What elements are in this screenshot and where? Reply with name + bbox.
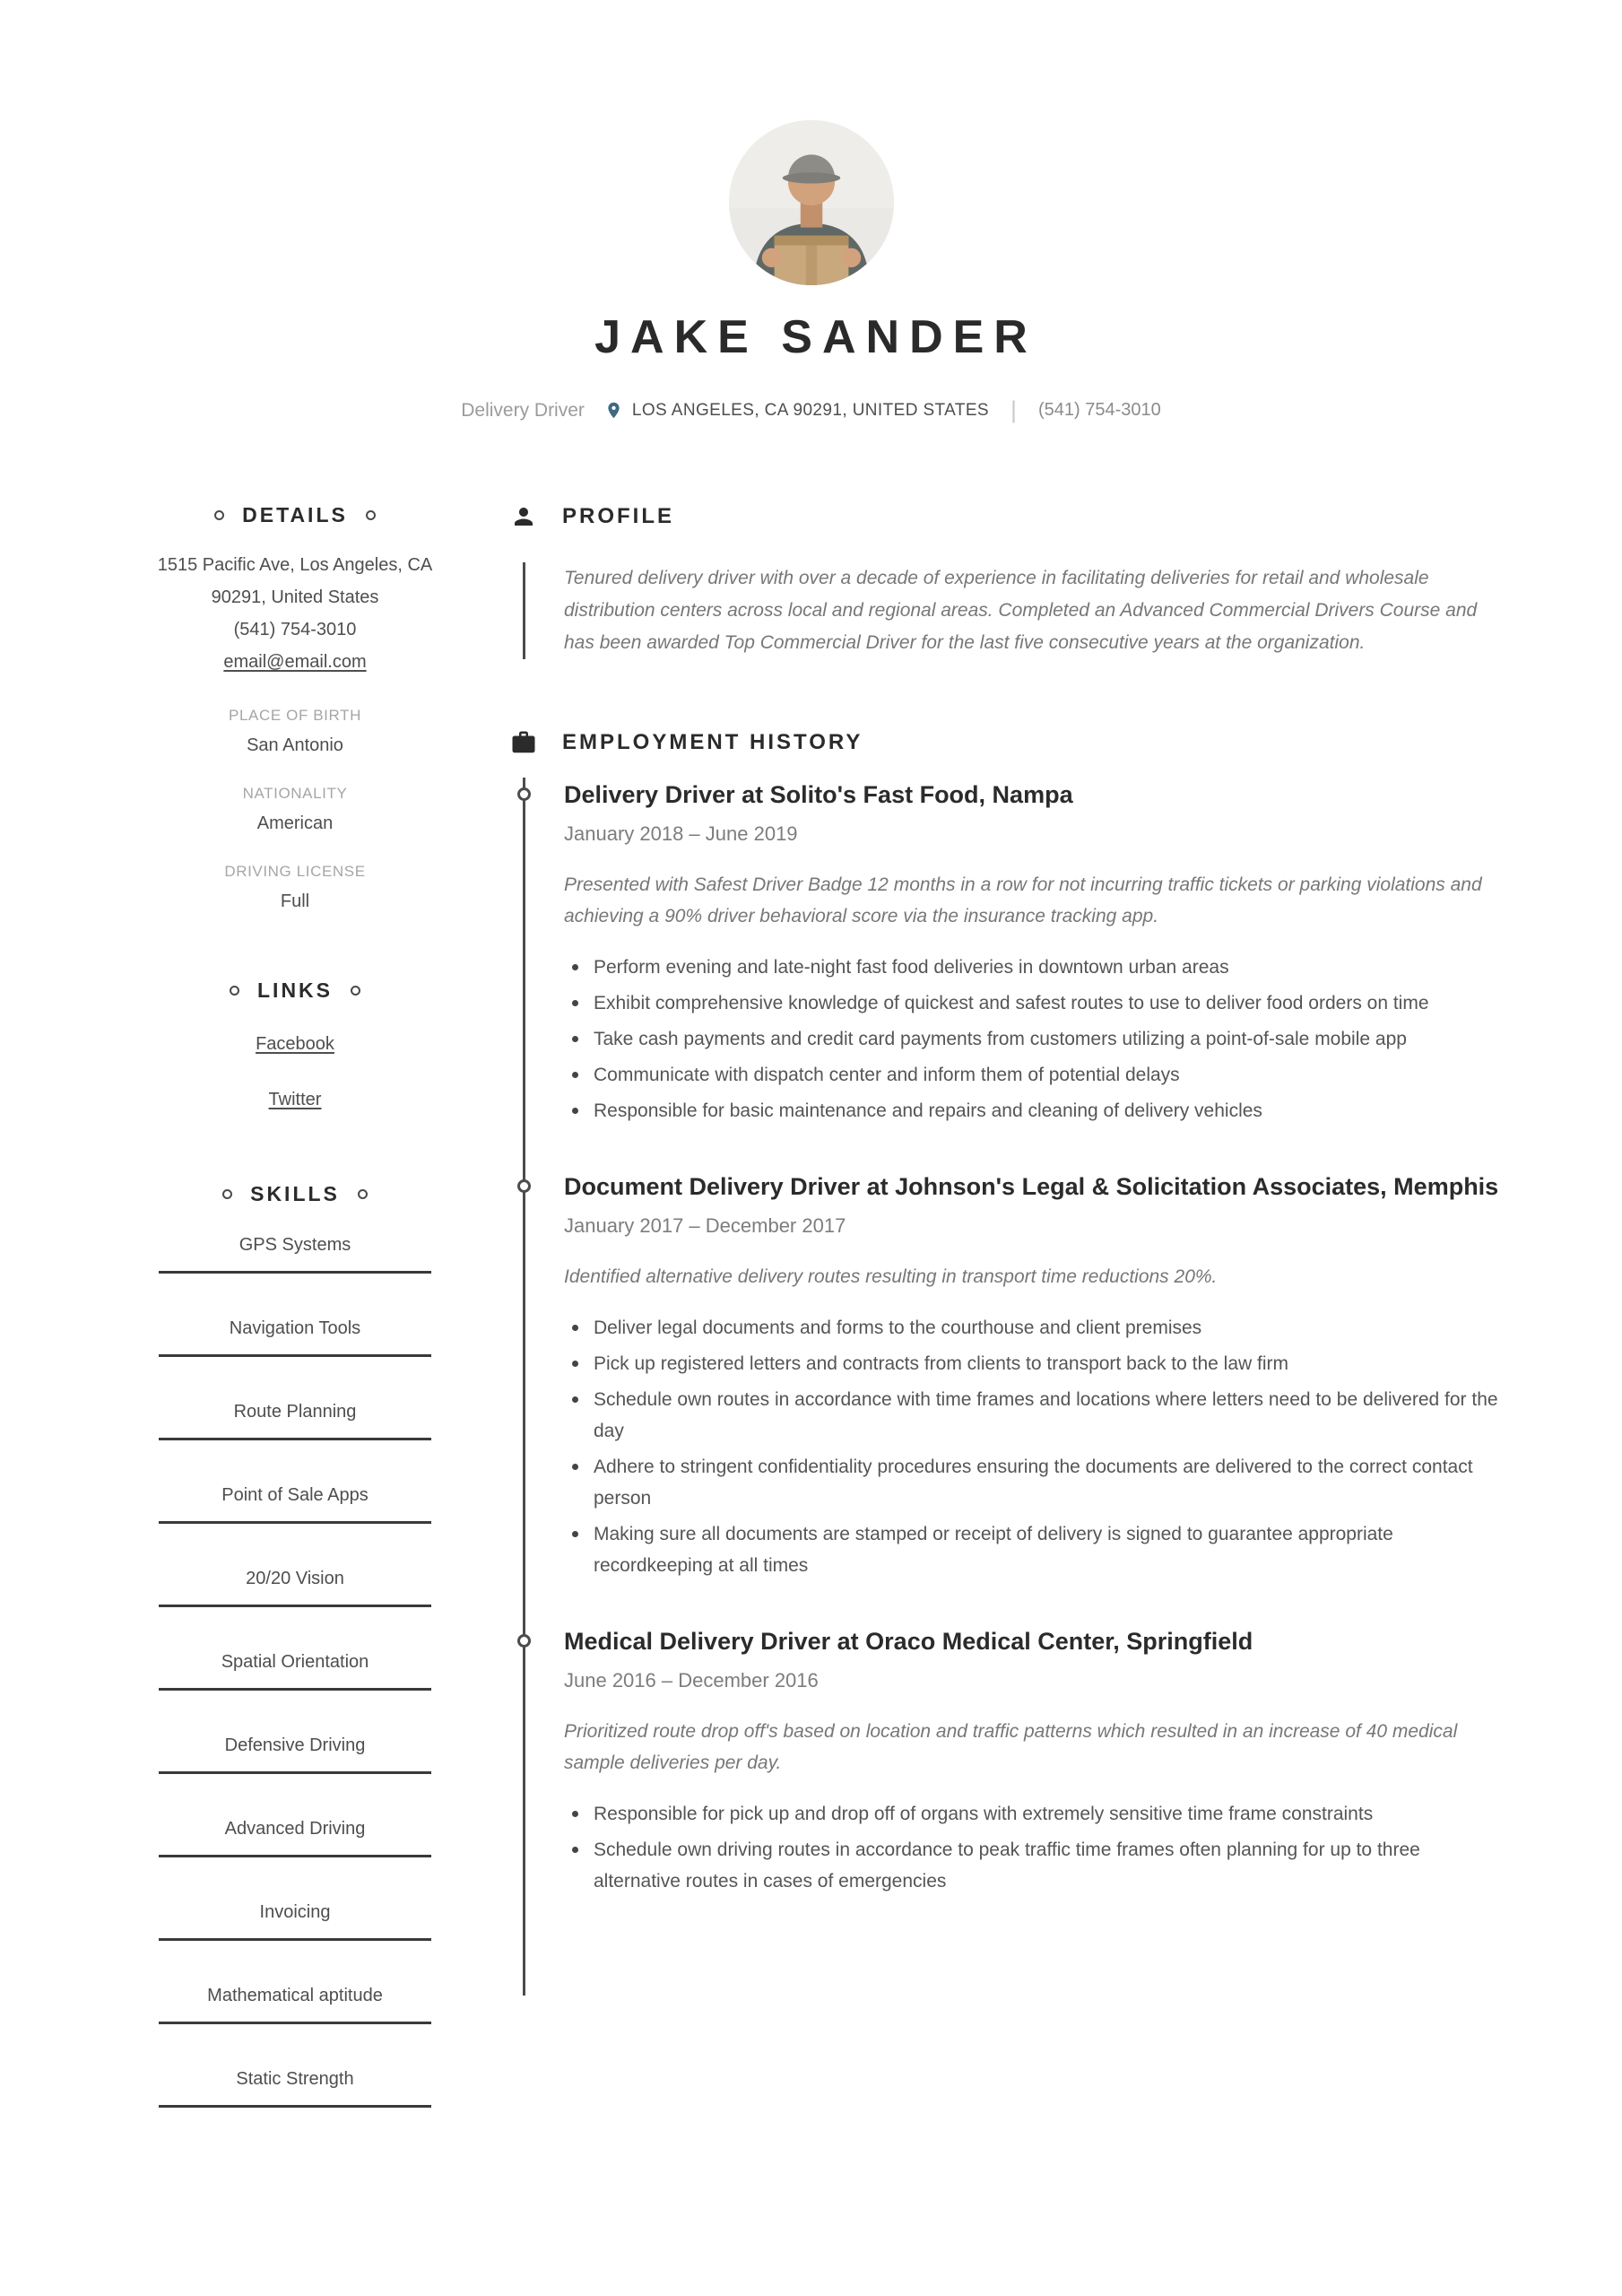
job-bullet: Exhibit comprehensive knowledge of quickest and safest routes to use to deliver food orders on time: [564, 987, 1505, 1019]
profile-summary: Tenured delivery driver with over a decade of experience in facilitating deliveries for retail and wholesale distribution centers across local and regional areas. Completed an Advanced Commercial Drivers Course and has been awarded Top Commercial Driver for the last five consecutive years at the organization.: [523, 562, 1500, 659]
skill-name: Advanced Driving: [224, 1819, 366, 1839]
skill-name: 20/20 Vision: [246, 1569, 344, 1588]
photo-wrap: [0, 0, 1622, 285]
skill-name: Static Strength: [236, 2069, 354, 2089]
timeline-marker-icon: [517, 787, 531, 801]
profile-photo: [729, 120, 894, 285]
field-value: American: [256, 813, 334, 833]
job-bullet: Making sure all documents are stamped or receipt of delivery is signed to guarantee appropriate recordkeeping at all times: [564, 1518, 1505, 1581]
job-summary: Identified alternative delivery routes resulting in transport time reductions 20%.: [564, 1266, 1218, 1287]
skill-level-bar: [159, 1771, 431, 1774]
location-pin-icon: [604, 401, 623, 420]
skill-level-bar: [159, 1938, 431, 1941]
details-section: [146, 503, 444, 912]
person-icon: [510, 503, 537, 530]
skills-list: [146, 1235, 444, 2108]
details-body: [146, 549, 444, 912]
skill-level-bar: [159, 1354, 431, 1357]
skill-item: [146, 1735, 444, 1774]
field-value: San Antonio: [247, 735, 343, 755]
contact-line: [0, 396, 1622, 424]
address-line-1: 1515 Pacific Ave, Los Angeles, CA: [157, 555, 433, 575]
field-label: NATIONALITY: [242, 785, 348, 802]
details-heading-label: DETAILS: [242, 503, 348, 526]
location-text: LOS ANGELES, CA 90291, UNITED STATES: [631, 400, 989, 420]
facebook-link[interactable]: Facebook: [256, 1034, 334, 1054]
skill-name: Mathematical aptitude: [207, 1986, 383, 2005]
ring-icon: [358, 1189, 368, 1199]
job-entry: [564, 778, 1527, 1126]
candidate-job-title: Delivery Driver: [461, 399, 585, 421]
skill-item: [146, 1235, 444, 1274]
ring-icon: [351, 986, 360, 996]
skill-item: [146, 1986, 444, 2024]
profile-heading-label: PROFILE: [562, 504, 675, 528]
job-title: Delivery Driver at Solito's Fast Food, Nampa: [564, 781, 1073, 808]
resume-header: [0, 0, 1622, 424]
job-bullet: Schedule own driving routes in accordance to peak traffic time frames often planning for up to three alternative routes in cases of emergencies: [564, 1834, 1505, 1897]
profile-section: [510, 503, 1527, 659]
phone-number: (541) 754-3010: [1038, 400, 1161, 420]
briefcase-icon: [510, 729, 537, 756]
main-content: [510, 503, 1527, 1996]
sidebar-phone: (541) 754-3010: [233, 620, 357, 639]
ring-icon: [214, 510, 224, 520]
job-bullet: Adhere to stringent confidentiality procedures ensuring the documents are delivered to the correct contact person: [564, 1451, 1505, 1514]
links-section: [146, 978, 444, 1116]
contact-separator: |: [1010, 396, 1017, 423]
ring-icon: [366, 510, 376, 520]
skill-name: Spatial Orientation: [221, 1652, 369, 1672]
employment-timeline: [523, 778, 1527, 1996]
skill-item: [146, 1819, 444, 1857]
profile-heading: [510, 503, 1527, 530]
job-title: Document Delivery Driver at Johnson's Legal & Solicitation Associates, Memphis: [564, 1173, 1499, 1200]
timeline-marker-icon: [517, 1634, 531, 1648]
nationality-field: [146, 785, 444, 834]
job-bullet: Perform evening and late-night fast food deliveries in downtown urban areas: [564, 952, 1505, 983]
skill-item: [146, 1569, 444, 1607]
links-heading: [146, 978, 444, 1003]
job-bullet: Responsible for pick up and drop off of organs with extremely sensitive time frame constraints: [564, 1798, 1505, 1830]
job-title: Medical Delivery Driver at Oraco Medical Center, Springfield: [564, 1628, 1253, 1655]
details-heading: [146, 503, 444, 527]
candidate-name: JAKE SANDER: [594, 311, 1037, 363]
ring-icon: [230, 986, 239, 996]
skill-level-bar: [159, 1855, 431, 1857]
skill-item: [146, 1485, 444, 1524]
skill-level-bar: [159, 1605, 431, 1607]
skill-name: Point of Sale Apps: [221, 1485, 369, 1505]
employment-heading-label: EMPLOYMENT HISTORY: [562, 730, 863, 754]
job-bullet: Take cash payments and credit card payments from customers utilizing a point-of-sale mobile app: [564, 1023, 1505, 1055]
job-summary: Prioritized route drop off's based on location and traffic patterns which resulted in an increase of 40 medical sample deliveries per day.: [564, 1721, 1458, 1773]
sidebar: [146, 503, 444, 2152]
skill-name: Invoicing: [259, 1902, 331, 1922]
timeline-marker-icon: [517, 1179, 531, 1193]
links-heading-label: LINKS: [257, 978, 333, 1002]
job-bullets: [564, 1798, 1527, 1897]
skill-name: GPS Systems: [239, 1235, 351, 1255]
field-label: DRIVING LICENSE: [224, 863, 366, 880]
job-summary: Presented with Safest Driver Badge 12 months in a row for not incurring traffic tickets or parking violations and achieving a 90% driver behavioral score via the insurance tracking app.: [564, 874, 1482, 926]
links-list: [146, 1028, 444, 1116]
twitter-link[interactable]: Twitter: [268, 1090, 322, 1109]
job-dates: January 2017 – December 2017: [564, 1214, 846, 1237]
job-bullets: [564, 952, 1527, 1126]
address-line-2: 90291, United States: [211, 587, 379, 607]
job-dates: January 2018 – June 2019: [564, 822, 798, 845]
job-dates: June 2016 – December 2016: [564, 1669, 819, 1692]
skill-item: [146, 2069, 444, 2108]
skill-level-bar: [159, 1521, 431, 1524]
job-entry: [564, 1170, 1527, 1581]
skill-item: [146, 1318, 444, 1357]
job-bullet: Deliver legal documents and forms to the courthouse and client premises: [564, 1312, 1505, 1344]
skill-item: [146, 1402, 444, 1440]
employment-heading: [510, 729, 1527, 756]
skill-level-bar: [159, 1688, 431, 1691]
skill-level-bar: [159, 1271, 431, 1274]
job-bullet: Schedule own routes in accordance with time frames and locations where letters need to be delivered for the day: [564, 1384, 1505, 1447]
skill-name: Route Planning: [233, 1402, 357, 1422]
ring-icon: [222, 1189, 232, 1199]
job-bullet: Responsible for basic maintenance and repairs and cleaning of delivery vehicles: [564, 1095, 1505, 1126]
driving-license-field: [146, 863, 444, 912]
place-of-birth-field: [146, 707, 444, 756]
employment-section: [510, 729, 1527, 1996]
job-entry: [564, 1624, 1527, 1897]
skill-name: Defensive Driving: [224, 1735, 366, 1755]
content-columns: [0, 503, 1622, 2152]
skills-heading: [146, 1182, 444, 1206]
job-bullet: Communicate with dispatch center and inform them of potential delays: [564, 1059, 1505, 1091]
field-label: PLACE OF BIRTH: [229, 707, 361, 724]
skill-name: Navigation Tools: [229, 1318, 361, 1338]
skills-heading-label: SKILLS: [250, 1182, 340, 1205]
skills-section: [146, 1182, 444, 2108]
skill-item: [146, 1902, 444, 1941]
email-link[interactable]: email@email.com: [223, 652, 367, 672]
skill-level-bar: [159, 1438, 431, 1440]
skill-level-bar: [159, 2022, 431, 2024]
job-bullets: [564, 1312, 1527, 1581]
skill-level-bar: [159, 2105, 431, 2108]
delivery-driver-portrait-icon: [729, 120, 894, 285]
job-bullet: Pick up registered letters and contracts from clients to transport back to the law firm: [564, 1348, 1505, 1379]
field-value: Full: [280, 891, 310, 911]
skill-item: [146, 1652, 444, 1691]
